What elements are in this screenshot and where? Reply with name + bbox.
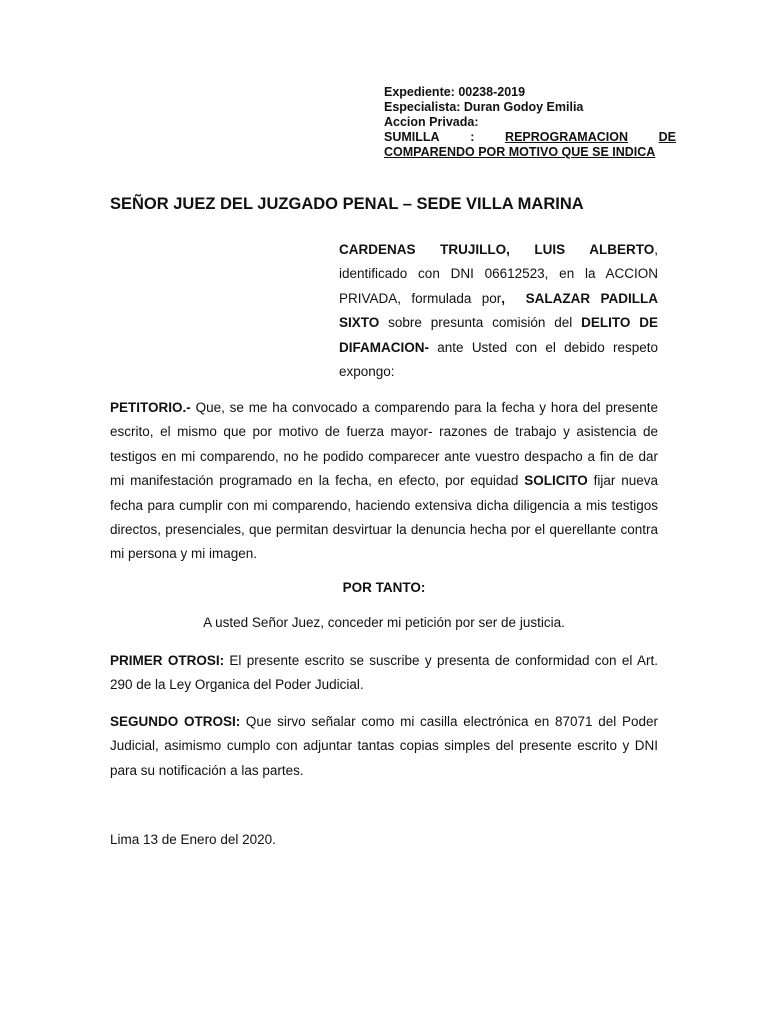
- delito-name: DELITO DE DIFAMACION-: [339, 315, 659, 355]
- sumilla-word-2: DE: [658, 130, 676, 144]
- primer-otrosi-text: El presente escrito se suscribe y presenta de conformidad con el Art. 290 de la Ley Organica del Poder Judicial.: [110, 653, 658, 693]
- sumilla-label: SUMILLA: [384, 130, 440, 144]
- primer-otrosi-paragraph: [110, 649, 658, 698]
- petitorio-paragraph: [110, 396, 658, 567]
- por-tanto-heading: POR TANTO:: [342, 580, 426, 595]
- segundo-otrosi-text: Que sirvo señalar como mi casilla electrónica en 87071 del Poder Judicial, asimismo cumplo con adjuntar tantas copias simples del presente escrito y DNI para su notificación a las partes.: [110, 714, 658, 778]
- court-addressee: SEÑOR JUEZ DEL JUZGADO PENAL – SEDE VILLA MARINA: [110, 195, 584, 213]
- especialista-line: Especialista: Duran Godoy Emilia: [384, 100, 584, 114]
- sumilla-line-2: COMPARENDO POR MOTIVO QUE SE INDICA: [384, 145, 656, 159]
- segundo-otrosi-paragraph: [110, 710, 658, 783]
- primer-otrosi-label: PRIMER OTROSI:: [110, 653, 225, 668]
- party-name: CARDENAS TRUJILLO, LUIS ALBERTO: [339, 242, 655, 257]
- date-line: Lima 13 de Enero del 2020.: [110, 832, 276, 847]
- sumilla-colon: :: [470, 130, 475, 144]
- sumilla-line: [384, 130, 676, 145]
- accion-line: Accion Privada:: [384, 115, 479, 129]
- party-comma: ,: [501, 290, 505, 306]
- expediente-line: Expediente: 00238-2019: [384, 85, 526, 99]
- party-text-1: , identificado con DNI 06612523, en la ACCION PRIVADA, formulada por: [339, 242, 658, 306]
- sumilla-word-1: REPROGRAMACION: [505, 130, 628, 144]
- peticion-line: A usted Señor Juez, conceder mi petición por ser de justicia.: [203, 615, 565, 630]
- party-introduction: [339, 238, 658, 384]
- segundo-otrosi-label: SEGUNDO OTROSI:: [110, 714, 241, 729]
- petitorio-label: PETITORIO.-: [110, 400, 191, 415]
- solicito-label: SOLICITO: [524, 473, 588, 489]
- petitorio-text-2: fijar nueva fecha para cumplir con mi comparendo, haciendo extensiva dicha diligencia a mis testigos directos, presenciales, que permitan desvirtuar la denuncia hecha por el querellante contra mi persona y mi imagen.: [110, 473, 658, 562]
- case-header: [384, 85, 676, 160]
- petitorio-text-1: Que, se me ha convocado a comparendo para la fecha y hora del presente escrito, el mismo que por motivo de fuerza mayor- razones de trabajo y asistencia de testigos en mi comparendo, no he podido comparecer ante vuestro despacho a fin de dar mi manifestación programado en la fecha, en efecto, por equidad: [110, 400, 658, 489]
- querellante-name: SALAZAR PADILLA SIXTO: [339, 290, 658, 331]
- party-text-3: ante Usted con el debido respeto expongo:: [339, 339, 658, 380]
- party-text-2: sobre presunta comisión del: [379, 315, 582, 331]
